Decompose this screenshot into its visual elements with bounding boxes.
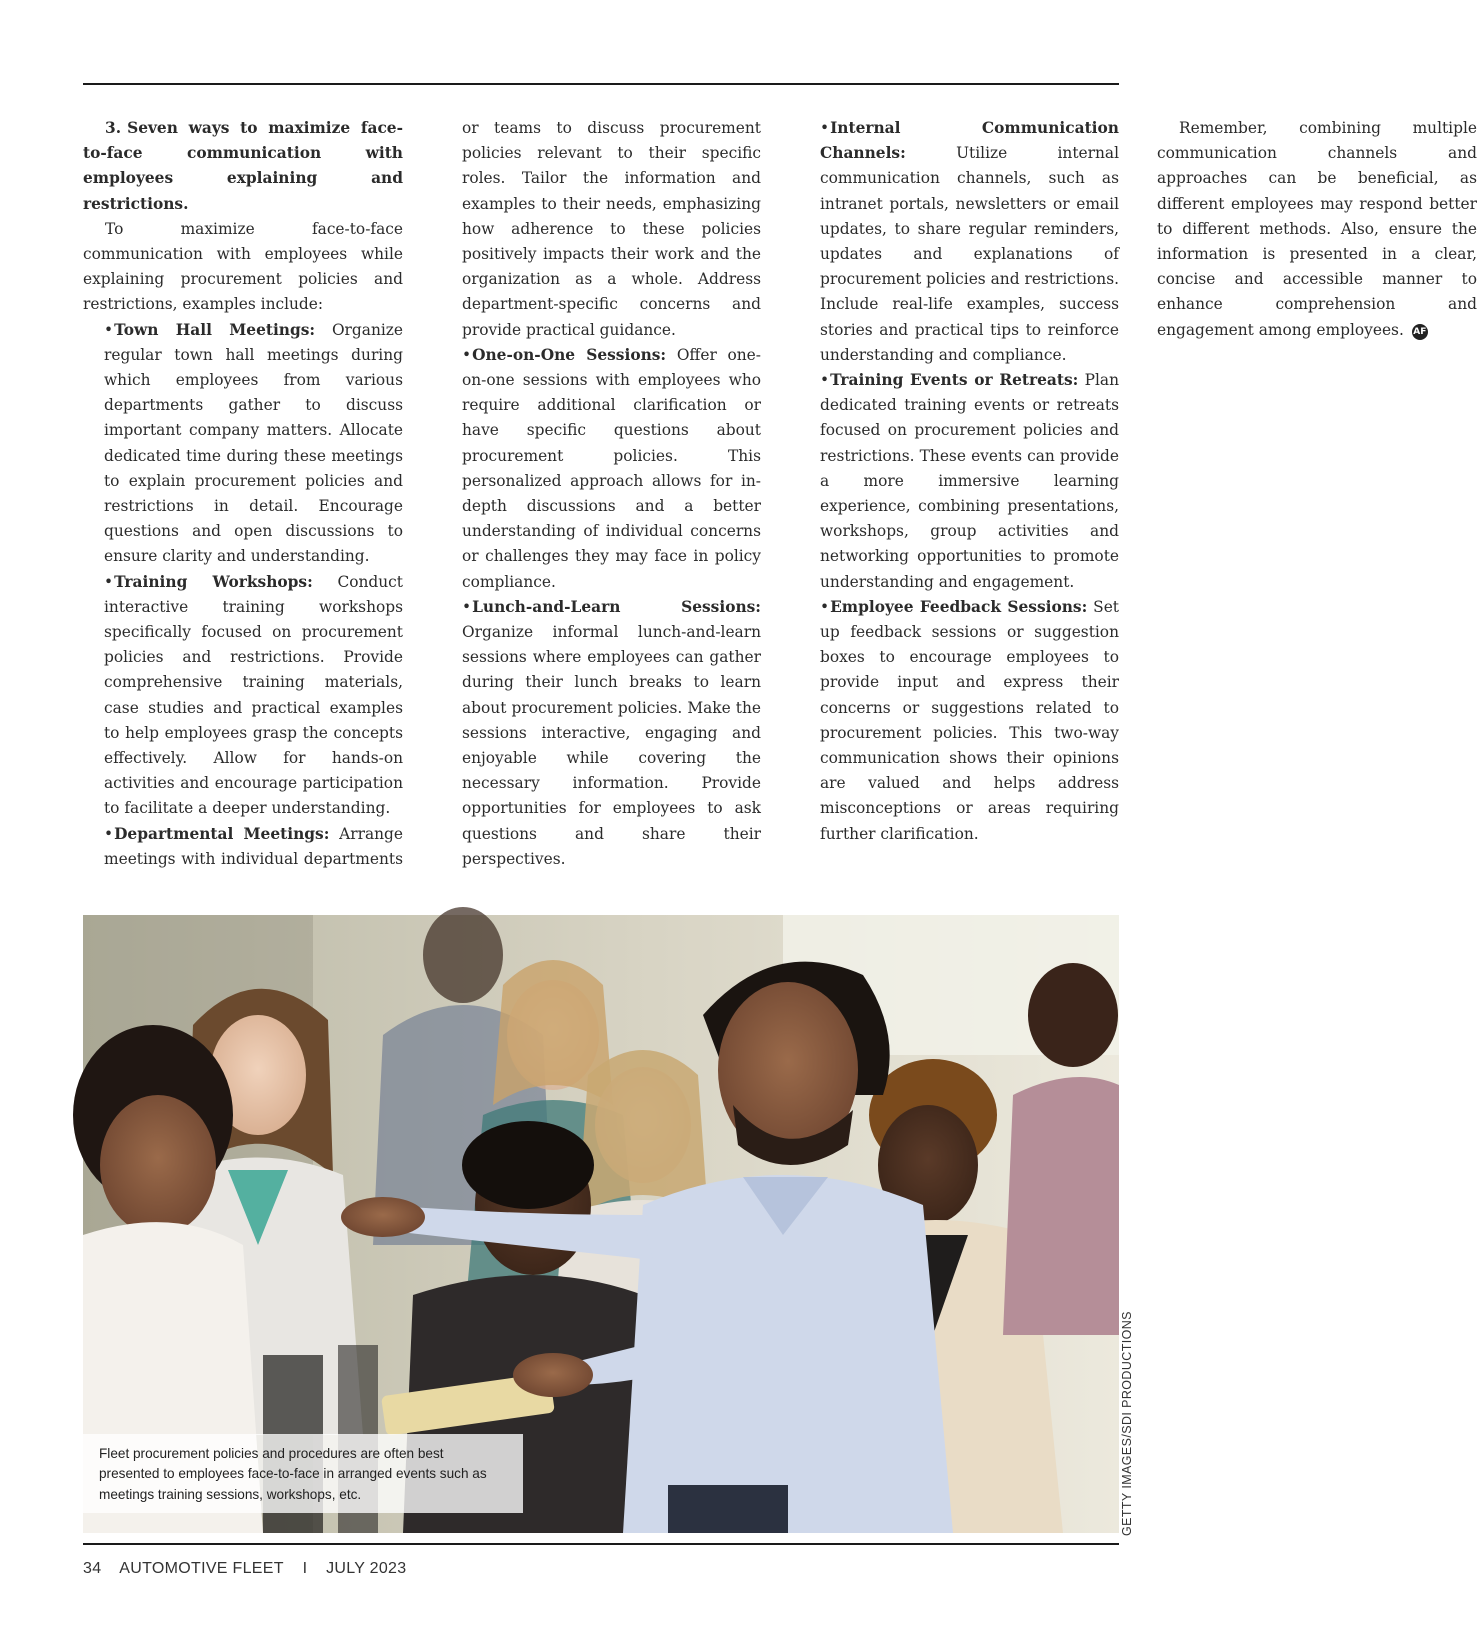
article-photo — [83, 915, 1119, 1533]
list-item — [441, 595, 761, 872]
item-text: Offer one-on-one sessions with employees who require additional clarification or have specific questions about procurement policies. This personalized approach allows for in-depth discussions and a better understanding of individual concerns or challenges they may face in policy compliance. — [462, 345, 761, 591]
bullet-icon: • — [462, 345, 472, 364]
closing-text: Remember, combining multiple communication channels and approaches can be beneficial, as different employees may respond better to different methods. Also, ensure the information is presented in a clear, concise and accessible manner to enhance comprehension and engagement among employees. — [1157, 119, 1477, 339]
list-item — [799, 116, 1119, 368]
intro-paragraph: To maximize face-to-face communication with employees while explaining procurement policies and restrictions, examples include: — [83, 219, 403, 314]
bullet-icon: • — [820, 119, 830, 137]
item-title: Departmental Meetings: — [114, 824, 330, 843]
item-text: Arrange meetings with individual departments or teams to discuss procurement policies relevant to their specific roles. Tailor the information and examples to their needs, emphasizing how adherence to these policies positively impacts their work and the organization as a whole. Address department-specific concerns and provide practical guidance. — [104, 119, 761, 868]
item-text: Conduct interactive training workshops specifically focused on procurement policies and restrictions. Provide comprehensive training materials, case studies and practical examples to help employees grasp the concepts effectively. Allow for hands-on activities and encourage participation to facilitate a deeper understanding. — [104, 572, 403, 818]
bottom-rule — [83, 1543, 1119, 1545]
item-text: Plan dedicated training events or retreats focused on procurement policies and restrictions. These events can provide a more immersive learning experience, combining presentations, workshops, group activities and networking opportunities to promote understanding and engagement. — [820, 371, 1119, 591]
item-text: Organize informal lunch-and-learn sessions where employees can gather during their lunch breaks to learn about procurement policies. Make the sessions interactive, engaging and enjoyable while covering the necessary information. Provide opportunities for employees to ask questions and share their perspectives. — [462, 623, 761, 868]
article-body — [83, 116, 1477, 896]
issue-date: JULY 2023 — [326, 1560, 407, 1577]
bullet-icon: • — [104, 320, 114, 339]
top-rule — [83, 83, 1119, 85]
item-title: Town Hall Meetings: — [114, 320, 316, 339]
footer-separator: I — [302, 1560, 308, 1577]
bullet-icon: • — [104, 572, 114, 591]
bullet-icon: • — [104, 824, 114, 843]
list-item — [83, 318, 403, 570]
end-mark-icon: AF — [1412, 324, 1428, 340]
item-title: Training Workshops: — [114, 572, 313, 591]
page-number: 34 — [83, 1560, 102, 1577]
page-footer — [83, 1560, 420, 1578]
section-heading — [83, 116, 403, 217]
list-item — [83, 570, 403, 822]
list-item — [799, 595, 1119, 847]
photo-caption: Fleet procurement policies and procedures are often best presented to employees face-to-face in arranged events such as meetings training sessions, workshops, etc. — [83, 1434, 523, 1514]
bullet-icon: • — [820, 371, 830, 390]
item-text: Set up feedback sessions or suggestion boxes to encourage employees to provide input and express their concerns or suggestions related to procurement policies. This two-way communication shows their opinions are valued and helps address misconceptions or areas requiring further clarification. — [820, 597, 1119, 843]
item-title: Training Events or Retreats: — [830, 371, 1079, 390]
item-title: One-on-One Sessions: — [472, 345, 667, 364]
section-number: 3. — [105, 119, 122, 137]
photo-credit: GETTY IMAGES/SDI PRODUCTIONS — [1120, 1311, 1134, 1536]
list-item — [441, 343, 761, 595]
list-item — [799, 368, 1119, 595]
item-title: Internal Communication Channels: — [820, 119, 1119, 163]
item-title: Employee Feedback Sessions: — [830, 597, 1088, 616]
bullet-icon: • — [820, 597, 830, 616]
item-text: Organize regular town hall meetings during which employees from various departments gather to discuss important company matters. Allocate dedicated time during these meetings to explain procurement policies and restrictions in detail. Encourage questions and open discussions to ensure clarity and understanding. — [104, 320, 403, 566]
section-title: Seven ways to maximize face-to-face communication with employees explaining and restrictions. — [83, 119, 403, 213]
item-title: Lunch-and-Learn Sessions: — [472, 597, 761, 616]
item-text: Utilize internal communication channels, such as intranet portals, newsletters or email updates, to share regular reminders, updates and explanations of procurement policies and restrictions. Include real-life examples, success stories and practical tips to reinforce understanding and compliance. — [820, 144, 1119, 364]
bullet-icon: • — [462, 597, 472, 616]
closing-paragraph — [1157, 116, 1477, 343]
publication-name: AUTOMOTIVE FLEET — [119, 1560, 284, 1577]
